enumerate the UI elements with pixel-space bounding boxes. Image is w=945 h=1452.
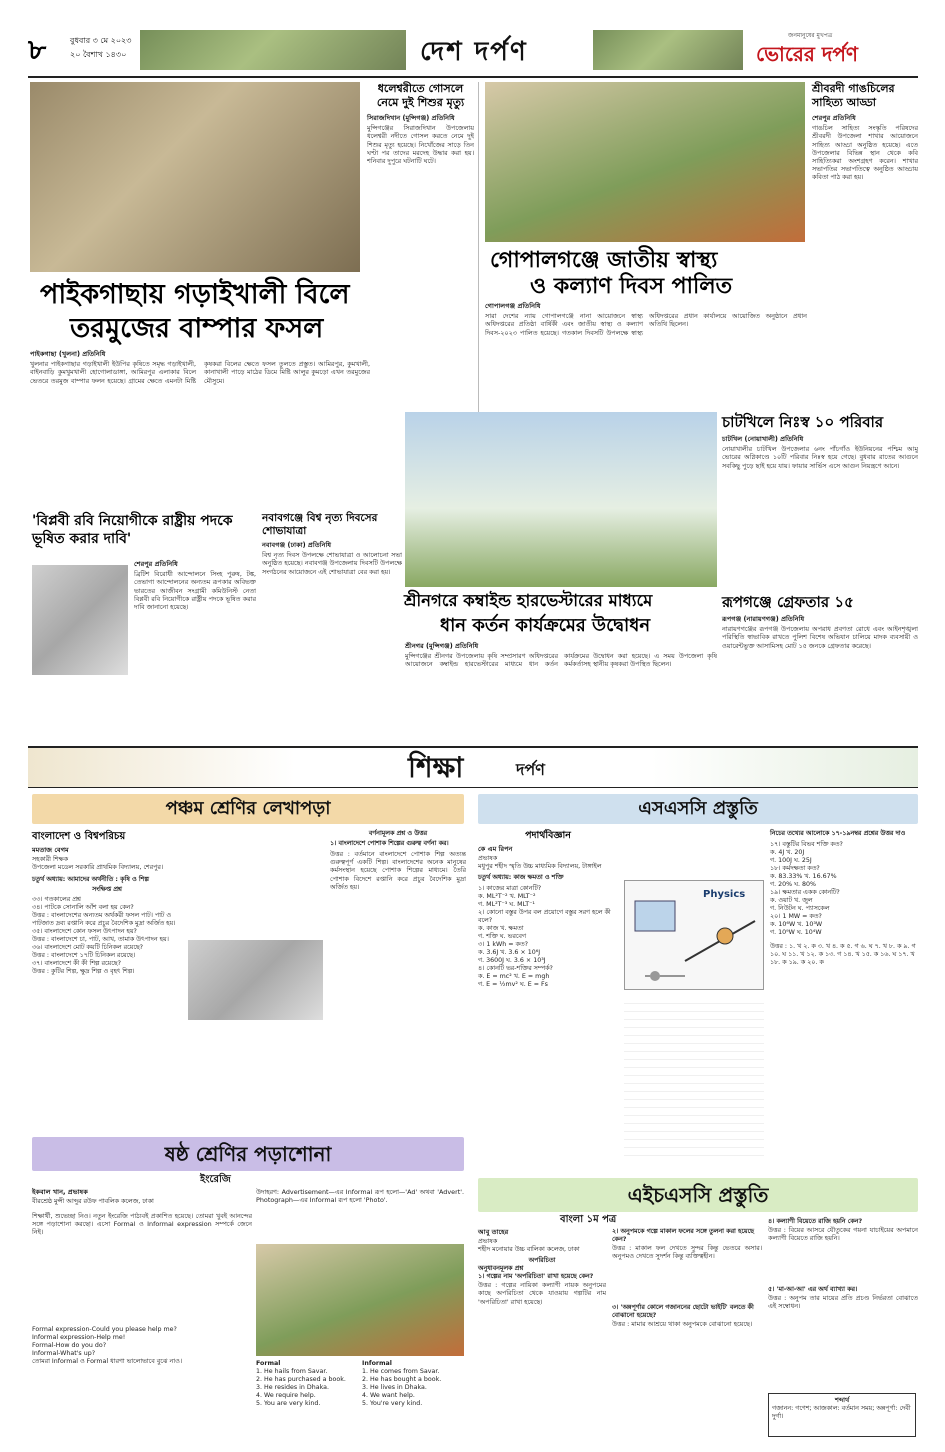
hsc-qa-line: ১। গল্পের নাম 'অপরিচিতা' রাখা হয়েছে কেন? (478, 1273, 594, 1281)
paper-name: ভোরের দর্পণ (756, 42, 858, 66)
ssc-qa-line: ক. E = mc² খ. E = mgh (478, 973, 550, 981)
harvest-byline: শ্রীনগর (মুন্সিগঞ্জ) প্রতিনিধি (405, 642, 479, 650)
hsc-footer-text: গজানন: গণেশ; আজকাল: বর্তমান সময়; অন্নপূর্ণা: দেবী দুর্গা। (772, 1405, 911, 1420)
class6-informal-list (362, 1360, 466, 1408)
class5-mcq-answer: উত্তর : বর্তমানে বাংলাদেশে পোশাক শিল্প অত্যন্ত গুরুত্বপূর্ণ একটি শিল্প। বাংলাদেশের অনেক মানুষের কর্মসংস্থান হয়েছে পোশাক শিল্পের মাধ্যমে। তৈরি পোশাক বিদেশে রপ্তানি করে প্রচুর বৈদেশিক মুদ্রা অর্জিত হয়। (330, 850, 466, 891)
harvest-headline-2: ধান কর্তন কার্যক্রমের উদ্বোধন (440, 615, 651, 636)
hsc-footer-label: শব্দার্থ (834, 1397, 850, 1404)
ssc-right-qa-line: গ. 20% ঘ. 80% (770, 881, 817, 888)
masthead-rule (28, 76, 918, 78)
ssc-qa-line: ২। কোনো বস্তুর উপর বল প্রয়োগে বস্তুর সরণ হলে কী বলে? (478, 909, 611, 925)
ssc-right-qa-line: ক. ওয়াট খ. জুল (770, 897, 813, 904)
rabi-body-block (134, 560, 256, 740)
class6-line: Informal expression-Help me! (32, 1334, 126, 1341)
class6-informal-item: 1. He comes from Savar. (362, 1368, 440, 1375)
class6-formal-item: 2. He has purchased a book. (256, 1376, 346, 1383)
hsc-right-qa-line: ৪। কল্যাণী বিয়েতে রাজি হয়নি কেন? (768, 1218, 863, 1225)
health-headline-1: গোপালগঞ্জে জাতীয় স্বাস্থ্য (490, 247, 718, 273)
ssc-right-qa-line: ক. 4J খ. 20J (770, 849, 805, 856)
class5-mcq-question: ১। বাংলাদেশে পোশাক শিল্পের গুরুত্ব বর্ণনা কর। (330, 840, 449, 847)
hsc-subject: বাংলা ১ম পত্র (560, 1214, 617, 1225)
hsc-author-title: প্রভাষক (478, 1238, 498, 1246)
rabi-headline: 'বিপ্লবী রবি নিয়োগীকে রাষ্ট্রীয় পদকে ভূষিত করার দাবি' (32, 513, 233, 547)
ssc-diagram (624, 880, 764, 990)
class5-qa-line: উত্তর : বাংলাদেশে ১৭টি চিনিকল রয়েছে। (32, 952, 136, 960)
class6-informal-item: 3. He lives in Dhaka. (362, 1384, 427, 1391)
ssc-right-qa-line: ক. 83.33% খ. 16.67% (770, 873, 837, 880)
edu-banner-subtitle: দর্পণ (516, 760, 545, 779)
class6-body: শিক্ষার্থী, শুভেচ্ছা নিও। নতুন ইংরেজি পাঠ্যবই প্রকাশিত হয়েছে। তোমরা খুবই আনন্দের সঙ্গে পড়াশোনা করছো। এসো Formal ও Informal expression সম্পর্কে জেনে নিই। (32, 1212, 252, 1237)
dance-body: বিশ্ব নৃত্য দিবস উপলক্ষে শোভাযাত্রা ও আলোচনা সভা অনুষ্ঠিত হয়েছে। নবাবগঞ্জ উপজেলায় দিবসটি উপলক্ষে সংগঠনের আয়োজনে এই শোভাযাত্রা বের করা হয়। (262, 551, 402, 576)
class6-formal-item: 5. You are very kind. (256, 1400, 321, 1407)
class6-school: বীরশ্রেষ্ঠ মুন্সী আব্দুর রউফ পাবলিক কলেজ, ঢাকা (32, 1198, 154, 1206)
ssc-right-qa-line: ১৭। বস্তুটির বিভব শক্তি কত? (770, 841, 843, 848)
class5-title: পঞ্চম শ্রেণির লেখাপড়া (32, 794, 464, 824)
ssc-right-qa-line: ১৯। ক্ষমতার একক কোনটি? (770, 889, 840, 896)
fire-headline: চাটখিলে নিঃস্ব ১০ পরিবার (722, 413, 884, 431)
class6-formal-list (256, 1360, 360, 1408)
class5-qa-line: ৩৫। বাংলাদেশে কোন ফসল উৎপাদন হয়? (32, 928, 137, 936)
ssc-qa-line: ক. ML²T⁻² খ. MLT⁻² (478, 893, 536, 901)
hsc-right-qa-line: ৫। 'মা-আ-আ' এর অর্থ ব্যাখ্যা কর। (768, 1286, 858, 1293)
hsc-footer-box (768, 1393, 916, 1437)
class5-qa-line: উত্তর : বাংলাদেশের অন্যতম অর্থকরী ফসল পাট। পাট ও পাটজাত দ্রব্য রপ্তানি করে প্রচুর বৈদেশিক মুদ্রা অর্জিত হয়। (32, 912, 176, 928)
class6-formal-item: 3. He resides in Dhaka. (256, 1384, 329, 1391)
adda-byline: শেরপুর প্রতিনিধি (812, 114, 856, 122)
class6-header (32, 1188, 252, 1206)
harvest-body-block (405, 642, 717, 742)
adda-story (812, 82, 918, 412)
rabi-byline: শেরপুর প্রতিনিধি (134, 560, 178, 568)
class6-photo (256, 1244, 464, 1356)
class6-lines (32, 1326, 252, 1366)
ssc-qa-line: ৪। কোনটি ভর-শক্তির সম্পর্ক? (478, 965, 553, 973)
hsc-title: এইচএসসি প্রস্তুতি (478, 1178, 918, 1212)
ssc-right-qa-line: গ. নিউটন ঘ. প্যাসকেল (770, 905, 830, 912)
hsc-qa-line: ২। অনুপমকে গল্পে মাকাল ফলের সঙ্গে তুলনা করা হয়েছে কেন? (612, 1228, 754, 1243)
ssc-qa-line: গ. 3600J ঘ. 3.6 × 10³J (478, 957, 546, 965)
class5-qa-list (32, 896, 182, 976)
hsc-right-qa-line: উত্তর : বিয়ের আসরে যৌতুকের গয়না যাচাইয়ের অপমানে কল্যাণী বিয়েতে রাজি হয়নি। (768, 1226, 918, 1243)
edu-banner-title: শিক্ষা (408, 751, 464, 784)
class5-section: সংক্ষিপ্ত প্রশ্ন (92, 886, 122, 894)
health-photo (485, 82, 805, 242)
ssc-left-col (478, 830, 618, 1160)
hsc-right-qa-line: উত্তর : অনুপম তার মায়ের প্রতি প্রচণ্ড নির্ভরতা বোঝাতে এই সম্বোধন। (768, 1294, 918, 1311)
arrest-byline: রূপগঞ্জ (নারায়ণগঞ্জ) প্রতিনিধি (722, 615, 805, 623)
adda-headline: শ্রীবরদী গাঙচিলের সাহিত্য আড্ডা (812, 82, 895, 109)
rabi-body: ব্রিটিশ বিরোধী আন্দোলনে সিংহ পুরুষ, টঙ্ক, তেভাগা আন্দোলনের অন্যতম রূপকার অবিভক্ত ভারতের আজীবন সংগ্রামী কমিউনিস্ট নেতা বিপ্লবী রবি নিয়োগীকে রাষ্ট্রীয় পদকে ভূষিত করার দাবি জানানো হয়েছে। (134, 570, 256, 612)
masthead (28, 30, 918, 74)
class6-informal-item: 5. You're very kind. (362, 1400, 423, 1407)
hsc-qa-line: উত্তর : গল্পের নায়িকা কল্যাণী নায়ক অনুপমের কাছে অপরিচিতা থেকে যাওয়ায় গল্পটির নাম 'অপরিচিতা' রাখা হয়েছে। (478, 1281, 606, 1306)
drown-byline: সিরাজদিখান (মুন্সিগঞ্জ) প্রতিনিধি (367, 114, 455, 122)
adda-body: গাঙচিল সাহিত্য সংস্কৃতি পরিষদের শ্রীবরদী উপজেলা শাখার আয়োজনে সাহিত্য আড্ডা অনুষ্ঠিত হয়েছে। এতে উপজেলার বিভিন্ন স্থান থেকে কবি সাহিত্যিকরা অংশগ্রহণ করেন। শাখার সভাপতির সভাপতিত্বে অনুষ্ঠিত আড্ডায় কবিতা পাঠ করা হয়। (812, 124, 918, 182)
ssc-qa-line: গ. E = ½mv² ঘ. E = Fs (478, 981, 548, 989)
ssc-answer-key: উত্তর : ১. খ ২. ক ৩. খ ৪. ক ৫. গ ৬. ঘ ৭. খ ৮. ক ৯. গ ১০. ঘ ১১. খ ১২. ক ১৩. গ ১৪. খ ১৫. ক ১৬. ঘ ১৭. খ ১৮. ক ১৯. ক ২০. ক (770, 943, 916, 966)
class5-right-col (330, 830, 466, 1130)
class6-informal-title: Informal (362, 1360, 392, 1367)
ssc-middle-filler (624, 996, 764, 1156)
hsc-qa-line: ৩। 'অন্নপূর্ণার কোলে গজাননের ছোটো ভাইটি' বলতে কী বোঝানো হয়েছে? (612, 1304, 754, 1319)
fire-byline: চাটখিল (নোয়াখালী) প্রতিনিধি (722, 435, 804, 443)
ssc-right-qa-line: ২০। 1 MW = কত? (770, 913, 822, 920)
class5-qa-line: উত্তর : বাংলাদেশে চা, পাট, আখ, তামাক উৎপাদন হয়। (32, 936, 169, 944)
ssc-qa-line: ৩। 1 kWh = কত? (478, 941, 528, 949)
class5-chapter: চতুর্থ অধ্যায়: আমাদের অর্থনীতি : কৃষি ও শিল্প (32, 876, 149, 884)
class6-formal-item: 4. We require help. (256, 1392, 316, 1399)
edu-banner (28, 746, 918, 788)
class6-line: Formal-How do you do? (32, 1342, 107, 1349)
diagram-label: Physics (703, 889, 746, 900)
class5-subject: বাংলাদেশ ও বিশ্বপরিচয় (32, 831, 126, 842)
hsc-qa-line: উত্তর : মাকাল ফল দেখতে সুন্দর কিন্তু ভেতরে অসার। অনুপমও দেখতে সুদর্শন কিন্তু ব্যক্তিত্বহীন। (612, 1244, 762, 1261)
watermelon-body-block (30, 350, 370, 500)
class5-author-title: সহকারী শিক্ষক (32, 856, 69, 864)
ssc-school: মধুপুর শহীদ স্মৃতি উচ্চ মাধ্যমিক বিদ্যালয়, টাঙ্গাইল (478, 863, 602, 871)
fire-story (722, 412, 918, 587)
harvest-headline-1: শ্রীনগরে কম্বাইন্ড হারভেস্টারের মাধ্যমে (404, 591, 653, 610)
masthead-photo-strip-left (140, 30, 406, 70)
ssc-right-qa-line: ১৮। কর্মদক্ষতা কত? (770, 865, 820, 872)
ssc-right-qa-line: গ. 100J ঘ. 25J (770, 857, 812, 864)
ssc-right-qa-line: ক. 10⁶W খ. 10³W (770, 921, 823, 928)
ssc-right-title: নিচের তথ্যের আলোকে ১৭-১৯নম্বর প্রশ্নের উত্তর দাও (770, 830, 906, 837)
watermelon-photo (30, 82, 360, 272)
dance-story (262, 512, 402, 742)
harvest-photo (405, 412, 717, 587)
class5-qa-line: উত্তর : কুটির শিল্প, ক্ষুদ্র শিল্প ও বৃহৎ শিল্প। (32, 968, 135, 976)
hsc-qa-line: উত্তর : মামার আশ্রয়ে থাকা অনুপমকে বোঝানো হয়েছে। (612, 1320, 753, 1328)
hsc-author: আবু তাহের (478, 1228, 509, 1236)
class6-formal-title: Formal (256, 1360, 281, 1367)
ssc-qa-line: ক. কাজ খ. ক্ষমতা (478, 925, 524, 933)
date-line-2: ২০ বৈশাখ ১৪৩০ (70, 50, 127, 59)
ssc-chapter: চতুর্থ অধ্যায়: কাজ ক্ষমতা ও শক্তি (478, 874, 564, 882)
class5-left-col (32, 830, 182, 1130)
class5-qa-line: ৩৩। গতকালের প্রশ্ন (32, 896, 81, 904)
health-byline: গোপালগঞ্জ প্রতিনিধি (485, 302, 541, 310)
health-body: সারা দেশের ন্যায় গোপালগঞ্জে নানা আয়োজনে স্বাস্থ্য অধিদপ্তরের প্রতিষ্ঠা বার্ষিকী এবং জাতীয় স্বাস্থ্য ও কল্যাণ দিবস-২০২৩ পালিত হয়েছে। গতকাল দিবসটি উপলক্ষে স্বাস্থ্য অধিদপ্তরের প্রধান কার্যালয়ে আয়োজিত অনুষ্ঠানে প্রধান অতিথি ছিলেন। (485, 312, 807, 337)
rabi-photo (32, 565, 128, 675)
hsc-mid-col (612, 1228, 762, 1443)
class5-qa-line: ৩৬। বাংলাদেশে মোট কয়টি চিনিকল রয়েছে? (32, 944, 144, 952)
section-title: দেশ দর্পণ (420, 37, 528, 67)
class6-informal-item: 2. He has bought a book. (362, 1376, 442, 1383)
hsc-section: অনুধাবনমূলক প্রশ্ন (478, 1265, 524, 1273)
ssc-author-title: প্রভাষক (478, 855, 498, 863)
class5-author: মমতাজ বেগম (32, 846, 69, 854)
ssc-author: কে এম রিপন (478, 844, 513, 853)
arrest-story (722, 592, 918, 742)
arrest-body: নারায়ণগঞ্জের রূপগঞ্জ উপজেলায় অপরাধ প্রবণতা রোধে এবং আইনশৃঙ্খলা পরিস্থিতি স্বাভাবিক রাখতে পুলিশ বিশেষ অভিযান চালিয়ে মাদক ব্যবসায়ী ও ওয়ারেন্টভুক্ত আসামিসহ মোট ১৫ জনকে গ্রেফতার করেছে। (722, 625, 918, 650)
class5-school: উপজেলা মডেল সরকারি প্রাথমিক বিদ্যালয়, শেরপুর। (32, 864, 164, 872)
class6-formal-item: 1. He hails from Savar. (256, 1368, 328, 1375)
health-body-block (485, 302, 807, 404)
hsc-right-col (768, 1218, 918, 1443)
dance-byline: নবাবগঞ্জ (ঢাকা) প্রতিনিধি (262, 541, 332, 549)
health-headline-2: ও কল্যাণ দিবস পালিত (530, 273, 733, 299)
arrest-headline: রূপগঞ্জে গ্রেফতার ১৫ (722, 593, 854, 611)
fire-body: নোয়াখালীর চাটখিল উপজেলার ৬নং পাঁচগাঁও ইউনিয়নের পশ্চিম আমু ভোরের অগ্নিকাণ্ডে ১০টি পরিবার নিঃস্ব হয়ে গেছে। বুধবার রাতের আগুনে সবকিছু পুড়ে ছাই হয়ে যায়। ফায়ার সার্ভিস এসে আগুন নিয়ন্ত্রণে আনে। (722, 445, 918, 470)
masthead-photo-strip-right (593, 30, 743, 70)
class6-informal-item: 4. We want help. (362, 1392, 415, 1399)
hsc-topic: অপরিচিতা (528, 1257, 556, 1265)
class6-line: Formal expression-Could you please help me? (32, 1326, 177, 1333)
class5-illustration (188, 940, 323, 1020)
dance-headline: নবাবগঞ্জে বিশ্ব নৃত্য দিবসের শোভাযাত্রা (262, 512, 378, 537)
watermelon-headline-1: পাইকগাছায় গড়াইখালী বিলে (40, 279, 350, 310)
watermelon-headline-2: তরমুজের বাম্পার ফসল (70, 313, 324, 344)
drown-headline: ধলেশ্বরীতে গোসলে নেমে দুই শিশুর মৃত্যু (376, 82, 465, 109)
hsc-school: শহীদ মনোয়ার উচ্চ বালিকা কলেজ, ঢাকা (478, 1246, 580, 1254)
ssc-title: এসএসসি প্রস্তুতি (478, 794, 918, 824)
ssc-qa-line: গ. শক্তি ঘ. ভরবেগ (478, 933, 526, 941)
drown-body: মুন্সিগঞ্জের সিরাজদিখান উপজেলায় ধলেশ্বরী নদীতে গোসল করতে নেমে দুই শিশুর মৃত্যু হয়েছে। নিখোঁজের সাড়ে তিন ঘণ্টা পর তাদের মরদেহ উদ্ধার করা হয়। শনিবার দুপুরে ঘটনাটি ঘটে। (367, 124, 474, 166)
ssc-qa-line: ক. 3.6J খ. 3.6 × 10⁶J (478, 949, 541, 957)
paper-tag: জনমানুষের মুখপত্র (788, 32, 833, 39)
class6-line: তোমরা Informal ও Formal ধারণা ভালোভাবে বুঝে নাও। (32, 1358, 182, 1365)
ssc-right-qa-line: গ. 10⁹W ঘ. 10⁴W (770, 929, 822, 936)
ssc-right-col (770, 830, 918, 1160)
class5-qa-line: ৩৭। বাংলাদেশে কী কী শিল্প রয়েছে? (32, 960, 121, 968)
date-line-1: বুধবার ৩ মে ২০২৩ (70, 36, 132, 45)
ssc-subject: পদার্থবিজ্ঞান (525, 830, 571, 841)
watermelon-body: খুলনার পাইকগাছার গড়াইখালী ইউপির কৃষিতে সমৃদ্ধ গড়াইখালী, বাইনবাড়ি কুমখুমখালী হোগোলাডাঙ্গা, আমিরপুর এলাকার বিলে ভেতরে তরমুজ বাম্পার ফলন হয়েছে। গ্রামের ক্ষেতে এমনটা মিষ্টি কৃষকরা বিলের ক্ষেতে ফসল তুলতে প্রস্তুত। আমিরপুর, কুমখালী, কানাখালী পাড়ে মাঠের ডিমে মিষ্টি আলুর কুমড়ো এখন তরমুজের মৌসুমে। (30, 360, 370, 385)
class6-subject: ইংরেজি (200, 1174, 231, 1185)
class6-author: ইকবাল খান, প্রভাষক (32, 1188, 88, 1196)
watermelon-byline: পাইকগাছা (খুলনা) প্রতিনিধি (30, 350, 106, 358)
ssc-qa-line: গ. ML²T⁻³ ঘ. MLT⁻¹ (478, 901, 535, 909)
hsc-left-col (478, 1228, 606, 1443)
class6-example: উদাহরণ: Advertisement—এর Informal রূপ হলো—'Ad' অথবা 'Advert'. Photograph—এর Informal রূপ হলো 'Photo'. (256, 1188, 464, 1205)
class5-mcq-title: বর্ণনামূলক প্রশ্ন ও উত্তর (368, 830, 428, 837)
class6-title: ষষ্ঠ শ্রেণির পড়াশোনা (32, 1137, 464, 1171)
class6-line: Informal-What's up? (32, 1350, 96, 1357)
harvest-body: মুন্সিগঞ্জের শ্রীনগর উপজেলায় কৃষি সম্প্রসারণ অধিদপ্তরের আয়োজনে কম্বাইন্ড হারভেস্টারের মাধ্যমে ধান কর্তন কার্যক্রমের উদ্বোধন করা হয়েছে। এ সময় উপজেলা কৃষি কর্মকর্তাসহ স্থানীয় কৃষকরা উপস্থিত ছিলেন। (405, 652, 717, 669)
ssc-qa-line: ১। কাজের মাত্রা কোনটি? (478, 885, 542, 893)
class5-qa-line: ৩৪। পাটকে সোনালি আঁশ বলা হয় কেন? (32, 904, 134, 912)
page-number: ৮ (28, 33, 47, 66)
